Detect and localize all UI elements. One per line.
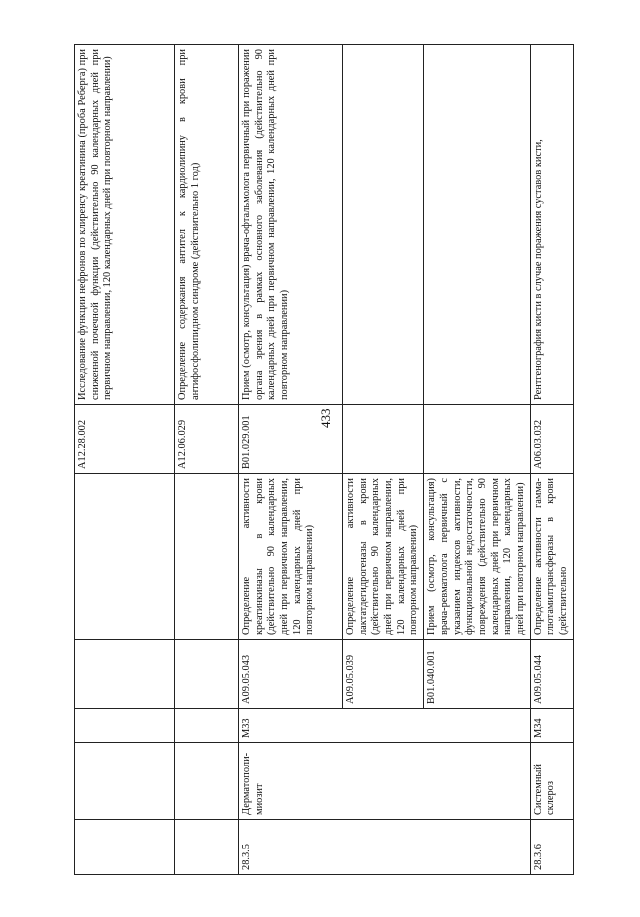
cell-service1: Прием (осмотр, консультация) врача-ревматолога первичный с указанием индексов активности, функциональной недостаточности, повреждения (действительно 90 календарных дней при первичном направлении, 120 календарных дней при повторном направлении) xyxy=(424,474,531,640)
cell-code2: B01.029.001 xyxy=(239,405,343,474)
cell-disease xyxy=(75,743,175,820)
cell-service2: Прием (осмотр, консультация) врача-офтальмолога первичный при поражении органа зрения в рамках основного заболевания (действительно 90 календарных дней при первичном направлении, 120 календарных дней при повторном направлении) xyxy=(239,45,343,405)
cell-num xyxy=(75,820,175,875)
cell-code2: A12.28.002 xyxy=(75,405,175,474)
cell-service2 xyxy=(424,45,531,405)
table-row xyxy=(530,45,573,875)
cell-code1 xyxy=(75,640,175,709)
rotated-table-area xyxy=(74,45,569,875)
cell-service1 xyxy=(75,474,175,640)
cell-icd: M34 xyxy=(530,709,573,743)
cell-code1: A09.05.039 xyxy=(343,640,424,709)
cell-icd xyxy=(75,709,175,743)
cell-code1: B01.040.001 xyxy=(424,640,531,709)
cell-icd xyxy=(175,709,239,743)
cell-service2 xyxy=(343,45,424,405)
cell-service2: Исследование функции нефронов по клиренсу креатинина (проба Реберга) при сниженной почечной функции (действительно 90 календарных дней при первичном направлении, 120 календарных дней при повторном направлении) xyxy=(75,45,175,405)
cell-disease xyxy=(175,743,239,820)
cell-icd: M33 xyxy=(239,709,531,743)
cell-service1 xyxy=(175,474,239,640)
cell-code1: A09.05.043 xyxy=(239,640,343,709)
cell-num xyxy=(175,820,239,875)
services-table xyxy=(74,44,574,875)
cell-num: 28.3.6 xyxy=(530,820,573,875)
table-row xyxy=(75,45,175,875)
cell-code1: A09.05.044 xyxy=(530,640,573,709)
cell-code1 xyxy=(175,640,239,709)
table-row xyxy=(239,45,343,875)
cell-code2: A06.03.032 xyxy=(530,405,573,474)
cell-service1: Определение активности лактатдегидрогеназы в крови (действительно 90 календарных дней при первичном направлении, 120 календарных дней при повторном направлении) xyxy=(343,474,424,640)
cell-service2: Определение содержания антител к кардиолипину в крови при антифосфолипидном синдроме (действительно 1 год) xyxy=(175,45,239,405)
cell-code2: A12.06.029 xyxy=(175,405,239,474)
cell-service1: Определение активности креатинкиназы в крови (действительно 90 календарных дней при первичном направлении, 120 календарных дней при повторном направлении) xyxy=(239,474,343,640)
cell-disease: Дерматополи-миозит xyxy=(239,743,531,820)
cell-service1: Определение активности гамма-глютамилтрансферазы в крови (действительно xyxy=(530,474,573,640)
cell-service2: Рентгенография кисти в случае поражения суставов кисти, xyxy=(530,45,573,405)
cell-code2 xyxy=(343,405,424,474)
table-container xyxy=(74,45,569,875)
cell-disease: Системный склероз xyxy=(530,743,573,820)
table-row xyxy=(175,45,239,875)
cell-num: 28.3.5 xyxy=(239,820,531,875)
cell-code2 xyxy=(424,405,531,474)
page-number: 433 xyxy=(318,408,333,428)
